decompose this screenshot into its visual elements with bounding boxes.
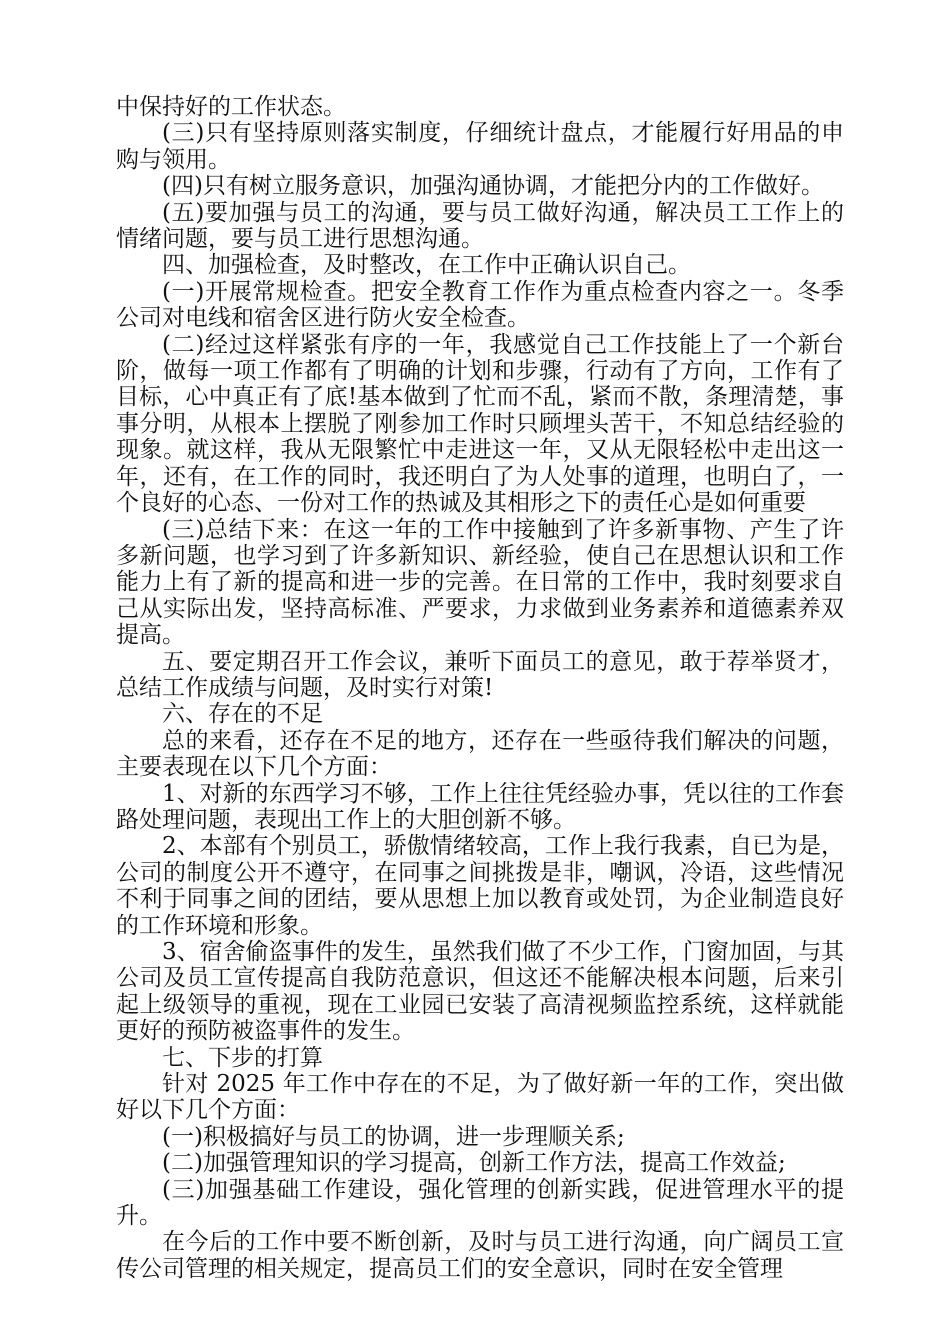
paragraph-routine-inspection: (一)开展常规检查。把安全教育工作作为重点检查内容之一。冬季公司对电线和宿舍区进行防火安全检查。	[116, 278, 844, 332]
paragraph-closing: 在今后的工作中要不断创新，及时与员工进行沟通，向广阔员工宣传公司管理的相关规定，提高员工们的安全意识，同时在安全管理	[116, 1229, 844, 1282]
paragraph-shortcoming-1: 1、对新的东西学习不够，工作上往往凭经验办事，凭以往的工作套路处理问题，表现出工作上的大胆创新不够。	[116, 780, 844, 833]
document-page	[116, 94, 844, 1282]
paragraph-item-4-service: (四)只有树立服务意识，加强沟通协调，才能把分内的工作做好。	[162, 173, 824, 200]
paragraph-summary: (三)总结下来：在这一年的工作中接触到了许多新事物、产生了许多新问题，也学习到了许多新知识、新经验，使自己在思想认识和工作能力上有了新的提高和进一步的完善。在日常的工作中，我时刻要求自己从实际出发，坚持高标准、严要求，力求做到业务素养和道德素养双提高。	[116, 516, 844, 649]
paragraph-shortcomings-intro: 总的来看，还存在不足的地方，还存在一些亟待我们解决的问题，主要表现在以下几个方面：	[116, 727, 844, 781]
section-heading-6: 六、存在的不足	[162, 701, 323, 728]
paragraph-continuation: 中保持好的工作状态。	[116, 94, 346, 120]
paragraph-shortcoming-3: 3、宿舍偷盗事件的发生，虽然我们做了不少工作，门窗加固，与其公司及员工宣传提高自我防范意识，但这还不能解决根本问题，后来引起上级领导的重视，现在工业园已安装了高清视频监控系统，这样就能更好的预防被盗事件的发生。	[116, 939, 844, 1045]
section-heading-4: 四、加强检查，及时整改，在工作中正确认识自己。	[162, 252, 691, 279]
paragraph-shortcoming-2: 2、本部有个别员工，骄傲情绪较高，工作上我行我素，自已为是，公司的制度公开不遵守，在同事之间挑拨是非，嘲讽，冷语，这些情况不利于同事之间的团结，要从思想上加以教育或处罚，为企业制造良好的工作环境和形象。	[116, 833, 844, 939]
paragraph-plan-1: (一)积极搞好与员工的协调，进一步理顺关系;	[162, 1123, 625, 1150]
paragraph-plan-intro: 针对 2025 年工作中存在的不足，为了做好新一年的工作，突出做好以下几个方面：	[116, 1071, 844, 1124]
section-heading-5: 五、要定期召开工作会议，兼听下面员工的意见，敢于荐举贤才，总结工作成绩与问题，及时实行对策!	[116, 648, 844, 701]
paragraph-plan-2: (二)加强管理知识的学习提高，创新工作方法，提高工作效益;	[162, 1150, 786, 1177]
section-heading-7: 七、下步的打算	[162, 1044, 323, 1071]
paragraph-item-3-purchasing: (三)只有坚持原则落实制度，仔细统计盘点，才能履行好用品的申购与领用。	[116, 120, 844, 173]
paragraph-plan-3: (三)加强基础工作建设，强化管理的创新实践，促进管理水平的提升。	[116, 1176, 844, 1230]
paragraph-year-reflection: (二)经过这样紧张有序的一年，我感觉自己工作技能上了一个新台阶，做每一项工作都有了明确的计划和步骤，行动有了方向，工作有了目标，心中真正有了底!基本做到了忙而不乱，紧而不散，条理清楚，事事分明，从根本上摆脱了刚参加工作时只顾埋头苦干，不知总结经验的现象。就这样，我从无限繁忙中走进这一年，又从无限轻松中走出这一年，还有，在工作的同时，我还明白了为人处事的道理，也明白了，一个良好的心态、一份对工作的热诚及其相形之下的责任心是如何重要	[116, 331, 844, 517]
paragraph-item-5-communication: (五)要加强与员工的沟通，要与员工做好沟通，解决员工工作上的情绪问题，要与员工进行思想沟通。	[116, 199, 844, 253]
